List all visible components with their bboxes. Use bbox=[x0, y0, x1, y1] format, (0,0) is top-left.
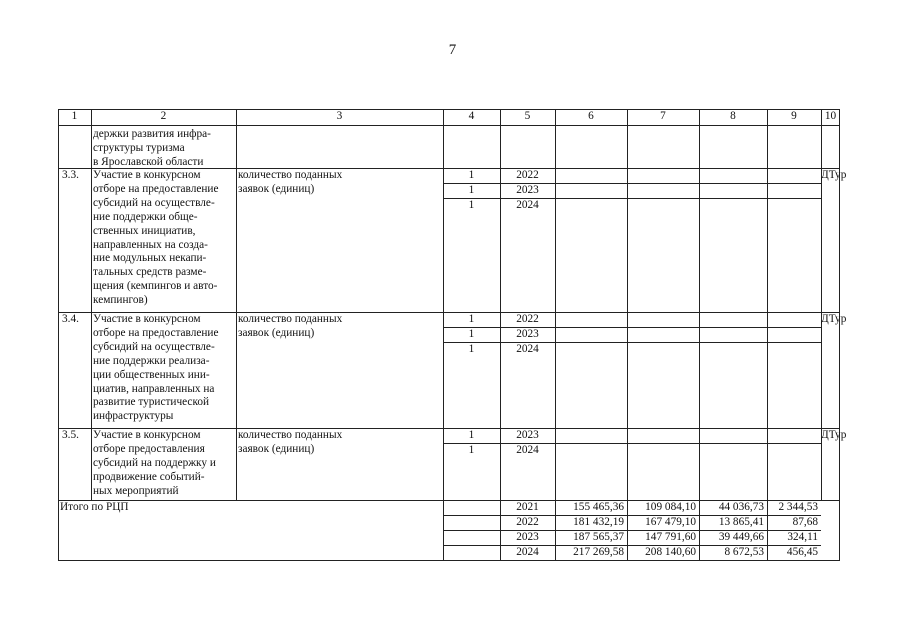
item-name-line: ние поддержки реализа- bbox=[93, 354, 210, 367]
year-cell: 2024 bbox=[516, 343, 539, 355]
executor-cell: ДТур bbox=[821, 313, 847, 325]
item-name-line: Участие в конкурсном bbox=[93, 313, 201, 325]
table-border-left bbox=[58, 109, 59, 561]
indicator-line: количество поданных bbox=[238, 313, 343, 325]
item-name-line: продвижение событий- bbox=[93, 470, 205, 483]
executor-cell: ДТур bbox=[821, 429, 847, 441]
header-cell: 4 bbox=[468, 110, 475, 122]
target-value: 1 bbox=[468, 169, 475, 181]
header-cell: 8 bbox=[730, 110, 736, 122]
totals-total: 181 432,19 bbox=[573, 516, 624, 528]
totals-local: 456,45 bbox=[786, 546, 818, 558]
item-name-line: отборе предоставления bbox=[93, 442, 205, 455]
item-name-line: щения (кемпингов и авто- bbox=[93, 280, 218, 293]
year-cell: 2023 bbox=[516, 429, 539, 441]
header-bottom-rule bbox=[58, 125, 840, 126]
item-name-line: субсидий на осуществле- bbox=[93, 340, 215, 353]
totals-total: 155 465,36 bbox=[573, 501, 624, 513]
target-value: 1 bbox=[468, 343, 475, 355]
target-value: 1 bbox=[468, 199, 475, 211]
item-number: 3.3. bbox=[62, 169, 79, 181]
program-table bbox=[58, 109, 847, 561]
item-number: 3.4. bbox=[62, 313, 79, 325]
item-name-line: ции общественных ини- bbox=[93, 368, 210, 381]
table-border-bottom bbox=[58, 560, 840, 561]
totals-local: 87,68 bbox=[792, 516, 818, 528]
continued-name-line: в Ярославской области bbox=[93, 155, 204, 168]
indicator-line: заявок (единиц) bbox=[238, 182, 315, 195]
header-cell: 2 bbox=[160, 110, 167, 122]
item-name-line: субсидий на поддержку и bbox=[93, 456, 216, 469]
totals-year: 2024 bbox=[516, 546, 539, 558]
year-cell: 2024 bbox=[516, 199, 539, 211]
totals-regional: 147 791,60 bbox=[645, 531, 696, 543]
page-number: 7 bbox=[448, 42, 457, 58]
totals-local: 324,11 bbox=[787, 531, 818, 543]
totals-regional: 167 479,10 bbox=[645, 516, 696, 528]
totals-year: 2023 bbox=[516, 531, 539, 543]
item-name-line: Участие в конкурсном bbox=[93, 169, 201, 181]
target-value: 1 bbox=[468, 328, 475, 340]
totals-regional: 109 084,10 bbox=[645, 501, 696, 513]
totals-federal: 39 449,66 bbox=[718, 531, 764, 543]
item-name-line: развитие туристической bbox=[93, 396, 210, 409]
header-cell: 10 bbox=[824, 110, 837, 122]
totals-year: 2021 bbox=[516, 501, 539, 513]
header-cell: 3 bbox=[336, 110, 343, 122]
item-name-line: ние поддержки обще- bbox=[93, 210, 198, 223]
item-name-line: ных мероприятий bbox=[93, 484, 179, 497]
indicator-line: заявок (единиц) bbox=[238, 326, 315, 339]
item-name-line: направленных на созда- bbox=[93, 238, 208, 251]
item-name-line: инфраструктуры bbox=[93, 410, 174, 423]
target-value: 1 bbox=[468, 313, 475, 325]
header-cell: 6 bbox=[588, 110, 594, 122]
item-name-line: ственных инициатив, bbox=[93, 224, 196, 237]
totals-total: 217 269,58 bbox=[573, 546, 624, 558]
indicator-line: количество поданных bbox=[238, 429, 343, 441]
header-cell: 1 bbox=[71, 110, 78, 122]
item-number: 3.5. bbox=[62, 429, 79, 441]
year-cell: 2023 bbox=[516, 328, 539, 340]
item-name-line: Участие в конкурсном bbox=[93, 429, 201, 441]
item-name-line: ние модульных некапи- bbox=[93, 252, 207, 265]
target-value: 1 bbox=[468, 444, 475, 456]
target-value: 1 bbox=[468, 184, 475, 196]
year-cell: 2023 bbox=[516, 184, 539, 196]
totals-total: 187 565,37 bbox=[573, 531, 624, 543]
indicator-line: количество поданных bbox=[238, 169, 343, 181]
header-cell: 9 bbox=[791, 110, 797, 122]
item-name-line: субсидий на осуществле- bbox=[93, 196, 215, 209]
item-name-line: циатив, направленных на bbox=[93, 382, 215, 395]
header-cell: 5 bbox=[524, 110, 531, 122]
year-cell: 2024 bbox=[516, 444, 539, 456]
totals-local: 2 344,53 bbox=[778, 501, 818, 513]
header-cell: 7 bbox=[660, 110, 666, 122]
year-cell: 2022 bbox=[516, 313, 539, 325]
totals-year: 2022 bbox=[516, 516, 539, 528]
item-name-line: отборе на предоставление bbox=[93, 182, 219, 195]
continued-name-line: держки развития инфра- bbox=[93, 128, 211, 140]
item-name-line: отборе на предоставление bbox=[93, 326, 219, 339]
totals-federal: 13 865,41 bbox=[718, 516, 764, 528]
executor-cell: ДТур bbox=[821, 169, 847, 181]
item-name-line: тальных средств разме- bbox=[93, 266, 207, 279]
indicator-line: заявок (единиц) bbox=[238, 442, 315, 455]
totals-regional: 208 140,60 bbox=[645, 546, 696, 558]
totals-federal: 8 672,53 bbox=[724, 546, 764, 558]
year-cell: 2022 bbox=[516, 169, 539, 181]
item-name-line: кемпингов) bbox=[93, 294, 148, 307]
continued-name-line: структуры туризма bbox=[93, 141, 185, 154]
target-value: 1 bbox=[468, 429, 475, 441]
totals-label: Итого по РЦП bbox=[60, 501, 129, 513]
totals-federal: 44 036,73 bbox=[718, 501, 764, 513]
